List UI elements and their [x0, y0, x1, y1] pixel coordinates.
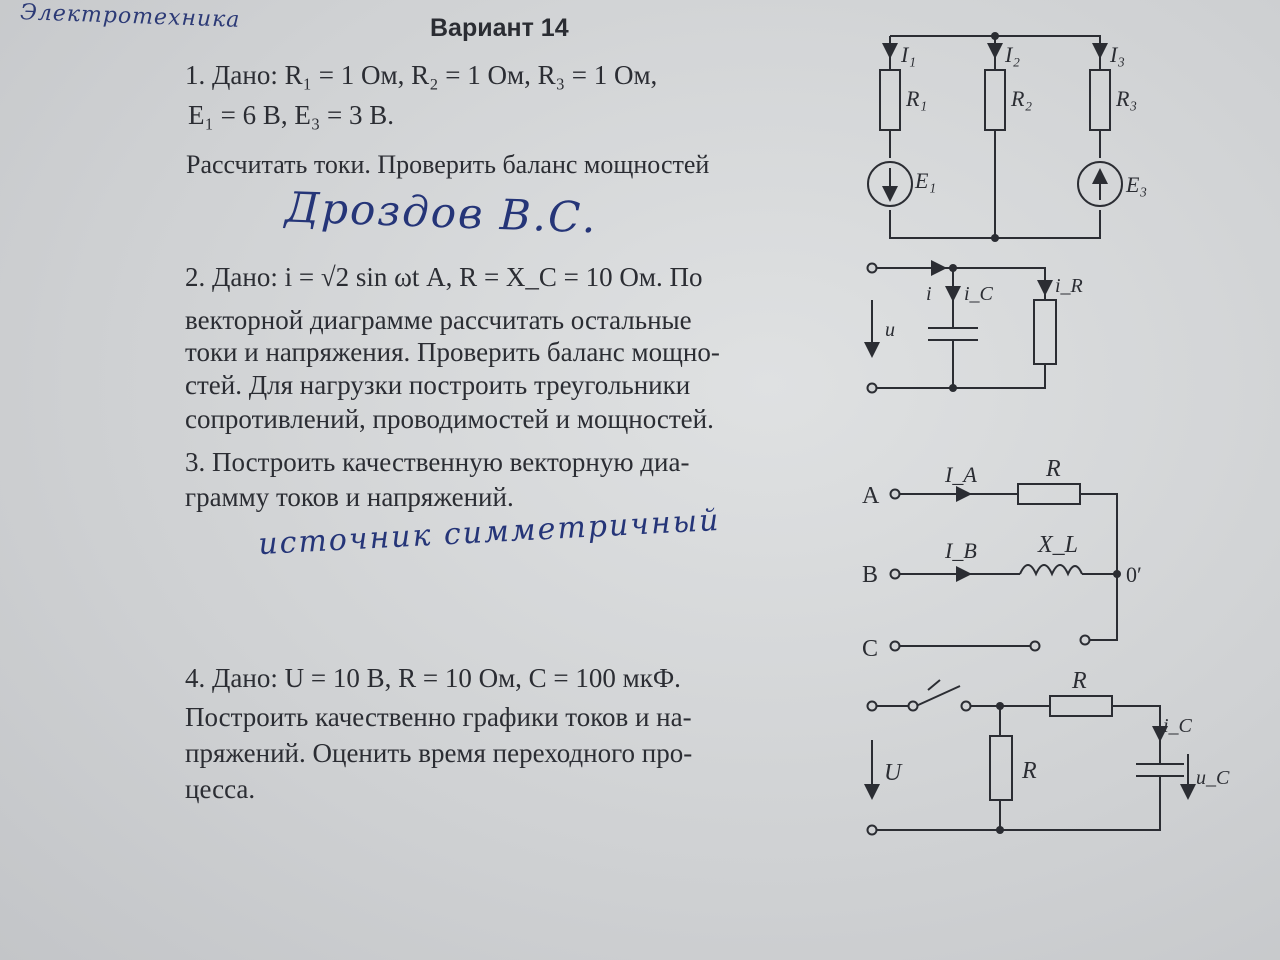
- capacitor: [1136, 764, 1184, 776]
- task2-line4: стей. Для нагрузки построить треугольники: [185, 370, 691, 400]
- label-phase-a: A: [862, 483, 880, 509]
- resistor-r1: [880, 70, 900, 130]
- task4-line3: пряжений. Оценить время переходного про-: [185, 738, 693, 768]
- label-r: R: [1046, 456, 1061, 482]
- resistor-r: [1034, 300, 1056, 364]
- task1-line3: Рассчитать токи. Проверить баланс мощностей: [186, 150, 710, 179]
- handwritten-note: источник симметричный: [257, 502, 722, 563]
- task1-line2: E₁ = 6 В, E₃ = 3 В.: [188, 100, 395, 130]
- label-ib: I_B: [945, 538, 977, 563]
- task3-line1: 3. Построить качественную векторную диа-: [185, 447, 690, 477]
- capacitor: [928, 328, 978, 340]
- label-uc: u_C: [1196, 767, 1230, 789]
- label-e3: E₃: [1126, 172, 1148, 197]
- label-phase-c: C: [862, 636, 879, 662]
- circuit-3: [900, 484, 1117, 646]
- resistor-r2: [985, 70, 1005, 130]
- label-r-series: R: [1072, 668, 1087, 694]
- label-r1: R₁: [906, 86, 928, 111]
- label-ia: I_A: [945, 462, 977, 487]
- switch: [876, 686, 960, 706]
- label-i: i: [926, 283, 932, 305]
- label-i2: I₂: [1005, 42, 1020, 67]
- label-xl: X_L: [1038, 532, 1079, 558]
- resistor-r3: [1090, 70, 1110, 130]
- task4-line1: 4. Дано: U = 10 В, R = 10 Ом, C = 100 мкФ.: [185, 663, 681, 693]
- task2-line5: сопротивлений, проводимостей и мощностей.: [185, 404, 714, 434]
- label-ic: i_C: [964, 283, 993, 305]
- task3-line2: грамму токов и напряжений.: [185, 482, 514, 512]
- task1-line1: 1. Дано: R₁ = 1 Ом, R₂ = 1 Ом, R₃ = 1 Ом,: [185, 60, 658, 90]
- resistor-r: [1018, 484, 1080, 504]
- resistor-r-series: [1050, 696, 1112, 716]
- task4-line2: Построить качественно графики токов и на-: [185, 702, 692, 732]
- inductor-xl: [1020, 565, 1082, 574]
- label-e1: E₁: [915, 168, 937, 193]
- label-node: 0′: [1126, 562, 1142, 587]
- page-title: Вариант 14: [430, 14, 569, 42]
- handwritten-subject: Электротехника: [19, 0, 241, 33]
- task2-line3: токи и напряжения. Проверить баланс мощно-: [185, 337, 720, 367]
- label-r2: R₂: [1011, 86, 1033, 111]
- label-r-shunt: R: [1022, 758, 1037, 784]
- resistor-r-shunt: [990, 736, 1012, 800]
- label-i3: I₃: [1110, 42, 1125, 67]
- task4-line4: цесса.: [185, 774, 256, 804]
- handwritten-name: Дроздов В.С.: [284, 182, 599, 243]
- label-phase-b: B: [862, 562, 879, 588]
- task2-line2: векторной диаграмме рассчитать остальные: [185, 305, 692, 335]
- label-u: U: [884, 760, 902, 786]
- label-ic: i_C: [1163, 715, 1192, 737]
- label-u: u: [885, 319, 895, 341]
- label-i1: I₁: [901, 42, 916, 67]
- circuit-4: [872, 680, 1188, 830]
- label-ir: i_R: [1055, 275, 1083, 297]
- label-r3: R₃: [1116, 86, 1138, 111]
- task2-line1: 2. Дано: i = √2 sin ωt А, R = X_C = 10 Ом. По: [185, 262, 703, 292]
